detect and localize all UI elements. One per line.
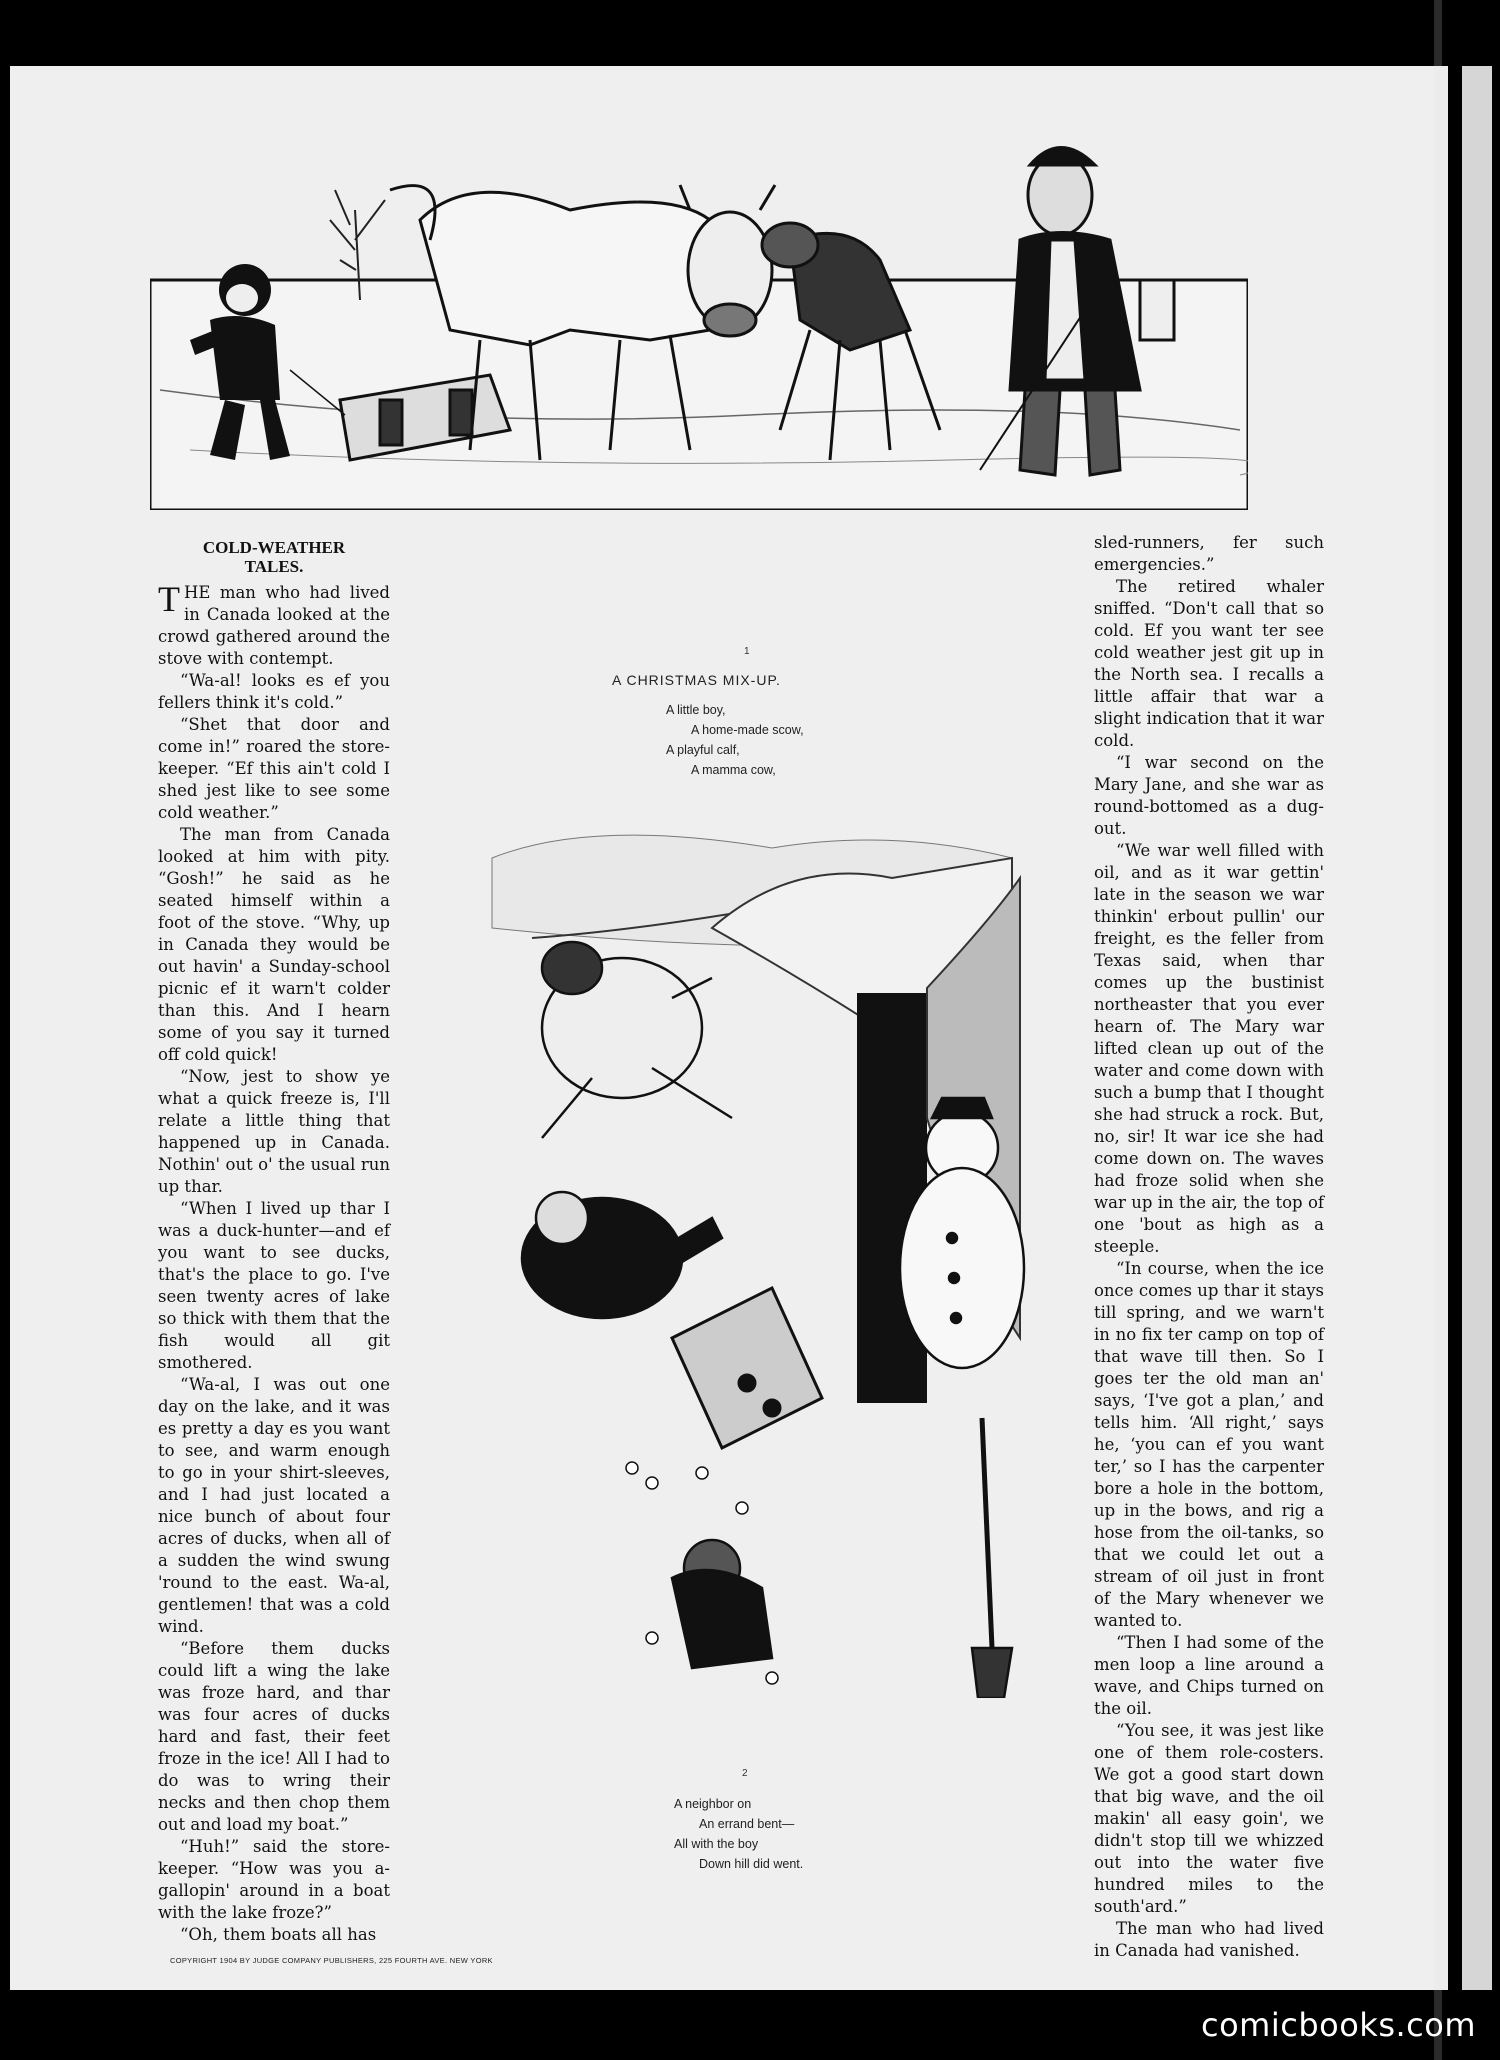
left-paragraph: “Wa-al, I was out one day on the lake, and it was es pretty a day es you want to see, and warm enough to go in your shirt-sleeves, and I had just located a nice bunch of about four acres of ducks, when all of a sudden the wind swung 'round to the east. Wa-al, gentlemen! that was a cold wind. <box>158 1375 390 1636</box>
right-paragraph: “Then I had some of the men loop a line around a wave, and Chips turned on the oil. <box>1094 1633 1324 1718</box>
site-watermark: comicbooks.com <box>1200 2006 1476 2044</box>
verse-2-number: 2 <box>742 1768 748 1779</box>
tumbling-neighbor-figure <box>522 1192 722 1318</box>
verse-2 <box>674 1794 803 1874</box>
left-paragraph: “Oh, them boats all has <box>180 1925 377 1944</box>
left-paragraph: “Before them ducks could lift a wing the lake was froze hard, and thar was four acres of ducks hard and fast, their feet froze in the ice! All I had to do was to wring their necks and then chop them out and load my boat.” <box>158 1639 390 1834</box>
left-paragraph: “Now, jest to show ye what a quick freeze is, I'll relate a little thing that happened up in Canada. Nothin' out o' the usual run up thar. <box>158 1067 390 1196</box>
verse-line: A neighbor on <box>674 1797 752 1811</box>
right-text-column <box>1094 532 1324 1962</box>
next-page-edge <box>1462 66 1492 1990</box>
right-paragraph: “You see, it was jest like one of them role-costers. We got a good start down that big wave, and the oil makin' all easy goin', we didn't stop till we whizzed out into the water five hundred miles to the south'ard.” <box>1094 1721 1324 1916</box>
right-paragraph: The retired whaler sniffed. “Don't call that so cold. Ef you want ter see cold weather jest git up in the North sea. I recalls a little affair that war a slight indication that it war cold. <box>1094 577 1324 750</box>
verse-1-number: 1 <box>744 646 750 657</box>
left-paragraph: “Shet that door and come in!” roared the store-keeper. “Ef this ain't cold I shed jest like to see some cold weather.” <box>158 715 390 822</box>
copyright-line: COPYRIGHT 1904 BY JUDGE COMPANY PUBLISHERS, 225 FOURTH AVE. NEW YORK <box>170 1956 493 1965</box>
tumbling-cow-figure <box>542 942 732 1138</box>
right-paragraph: “We war well filled with oil, and as it war gettin' late in the season we war thinkin' erbout pullin' our freight, es the feller from Texas said, when thar comes up the bustinist northeaster that you ever hearn of. The Mary war lifted clean up out of the water and come down with such a bump that I thought she had struck a rock. But, no, sir! It war ice she had come down on. The waves had froze solid when she war up in the air, the top of one 'bout as high as a steeple. <box>1094 841 1324 1256</box>
right-paragraph: “I war second on the Mary Jane, and she war as round-bottomed as a dug-out. <box>1094 753 1324 838</box>
verse-title: A CHRISTMAS MIX-UP. <box>612 672 781 688</box>
verse-1 <box>666 700 804 780</box>
left-paragraph: “When I lived up thar I was a duck-hunter—and ef you want to see ducks, that's the place to go. I've seen twenty acres of lake so thick with them that the fish would all git smothered. <box>158 1199 390 1372</box>
verse-line: A home-made scow, <box>691 723 804 737</box>
verse-line: A playful calf, <box>666 743 740 757</box>
left-text-column <box>158 538 390 1946</box>
left-paragraph: “Huh!” said the store-keeper. “How was you a-gallopin' around in a boat with the lake froze?” <box>158 1837 390 1922</box>
story-heading <box>158 538 390 576</box>
right-paragraph: “In course, when the ice once comes up thar it stays till spring, and we warn't in no fix ter camp on top of that wave till then. So I goes ter the old man an' says, ‘I've got a plan,’ and tells him. ‘All right,’ says he, ‘you can ef you want ter,’ so I has the carpenter bore a hole in the bottom, up in the bows, and rig a hose from the oil-tanks, so that we could let out a stream of oil just in front of the Mary whenever we wanted to. <box>1094 1259 1324 1630</box>
right-first-line: sled-runners, fer such emergencies.” <box>1094 533 1324 574</box>
magazine-page <box>10 66 1448 1990</box>
verse-line: All with the boy <box>674 1837 759 1851</box>
left-paragraph: “Wa-al! looks es ef you fellers think it's cold.” <box>158 671 390 712</box>
downhill-illustration <box>472 818 1032 1698</box>
verse-line: An errand bent— <box>699 1817 795 1831</box>
verse-line: A mamma cow, <box>691 763 776 777</box>
sliding-boy-figure <box>672 1540 772 1668</box>
first-paragraph <box>158 579 390 670</box>
verse-line: Down hill did went. <box>699 1857 804 1871</box>
left-paragraph: The man from Canada looked at him with pity. “Gosh!” he said as he seated himself within a foot of the stove. “Why, up in Canada they would be out havin' a Sunday-school picnic ef it warn't colder than this. And I hearn some of you say it turned off cold quick! <box>158 825 390 1064</box>
top-illustration <box>150 130 1248 510</box>
verse-line: A little boy, <box>666 703 726 717</box>
right-paragraph: The man who had lived in Canada had vanished. <box>1094 1919 1324 1960</box>
heading-line-2: TALES. <box>244 557 304 576</box>
first-paragraph-text: HE man who had lived in Canada looked at the crowd gathered around the stove with contempt. <box>158 583 390 668</box>
drop-cap: T <box>158 579 180 619</box>
heading-line-1: COLD-WEATHER <box>202 538 346 557</box>
scow-sled-figure <box>672 1288 822 1448</box>
